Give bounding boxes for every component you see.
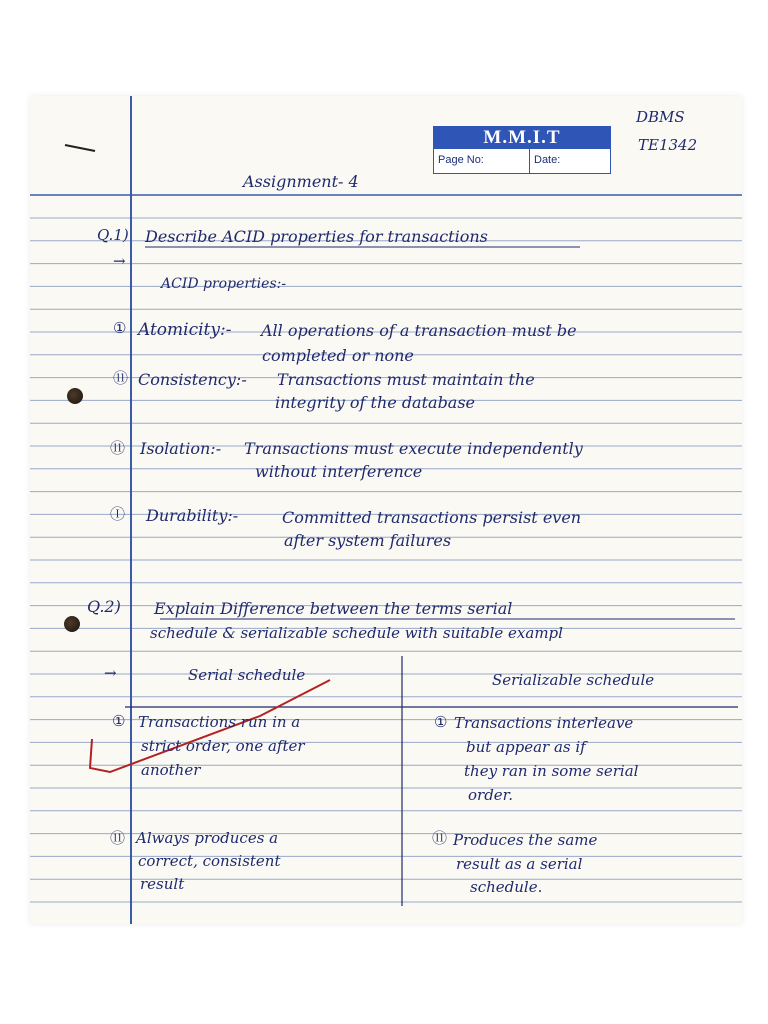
row1-left-line2: strict order, one after bbox=[141, 737, 305, 755]
class-roll-note: TE1342 bbox=[638, 136, 698, 154]
notebook-page bbox=[30, 96, 742, 924]
atomicity-term: Atomicity:- bbox=[138, 320, 232, 340]
item-number: Ⓘ bbox=[110, 505, 126, 523]
punch-hole bbox=[67, 388, 83, 404]
row1-left-line3: another bbox=[141, 761, 201, 779]
consistency-text-1: Transactions must maintain the bbox=[277, 370, 535, 389]
isolation-text-1: Transactions must execute independently bbox=[244, 439, 583, 458]
row1-right-line3: they ran in some serial bbox=[464, 762, 639, 780]
row2-left-line3: result bbox=[140, 875, 185, 893]
table-header-serial: Serial schedule bbox=[188, 666, 306, 684]
q2-question-line1: Explain Difference between the terms serial bbox=[154, 599, 513, 618]
row2-right-number: ⑪ bbox=[432, 829, 448, 847]
q1-question: Describe ACID properties for transactions bbox=[145, 227, 488, 246]
isolation-term: Isolation:- bbox=[140, 439, 222, 458]
college-stamp bbox=[433, 126, 611, 174]
item-number: ⑪ bbox=[110, 439, 126, 457]
item-number: ⑪ bbox=[113, 369, 129, 387]
row2-right-line3: schedule. bbox=[470, 878, 543, 896]
q2-question-line2: schedule & serializable schedule with suitable exampl bbox=[150, 624, 563, 642]
isolation-text-2: without interference bbox=[255, 462, 423, 481]
row2-left-number: ⑪ bbox=[110, 829, 126, 847]
durability-text-2: after system failures bbox=[284, 531, 452, 550]
row1-right-line4: order. bbox=[468, 786, 513, 804]
consistency-text-2: integrity of the database bbox=[275, 393, 476, 412]
durability-text-1: Committed transactions persist even bbox=[282, 508, 582, 527]
punch-hole bbox=[64, 616, 80, 632]
page-title: Assignment- 4 bbox=[243, 172, 359, 191]
subject-note: DBMS bbox=[636, 108, 685, 126]
stamp-title: M.M.I.T bbox=[434, 127, 610, 149]
date-label: Date: bbox=[534, 154, 561, 166]
q1-subheading: ACID properties:- bbox=[161, 276, 287, 292]
row1-left-line1: Transactions run in a bbox=[138, 713, 301, 731]
q1-arrow: → bbox=[113, 252, 126, 270]
row2-left-line1: Always produces a bbox=[136, 829, 279, 847]
atomicity-text-1: All operations of a transaction must be bbox=[261, 321, 577, 340]
item-number: ① bbox=[113, 319, 127, 337]
row1-left-number: ① bbox=[112, 712, 126, 730]
q1-marker: Q.1) bbox=[97, 226, 129, 244]
row1-right-line2: but appear as if bbox=[466, 738, 586, 756]
q2-marker: Q.2) bbox=[87, 597, 121, 616]
row2-right-line2: result as a serial bbox=[456, 855, 583, 873]
table-header-serializable: Serializable schedule bbox=[492, 671, 655, 689]
left-dash bbox=[65, 145, 95, 151]
durability-term: Durability:- bbox=[146, 506, 239, 525]
row1-right-line1: Transactions interleave bbox=[454, 714, 634, 732]
q2-arrow: → bbox=[104, 664, 117, 682]
row2-left-line2: correct, consistent bbox=[138, 852, 281, 870]
row1-right-number: ① bbox=[434, 713, 448, 731]
row2-right-line1: Produces the same bbox=[453, 831, 598, 849]
consistency-term: Consistency:- bbox=[138, 370, 247, 389]
atomicity-text-2: completed or none bbox=[262, 346, 414, 365]
page-no-label: Page No: bbox=[434, 149, 530, 173]
